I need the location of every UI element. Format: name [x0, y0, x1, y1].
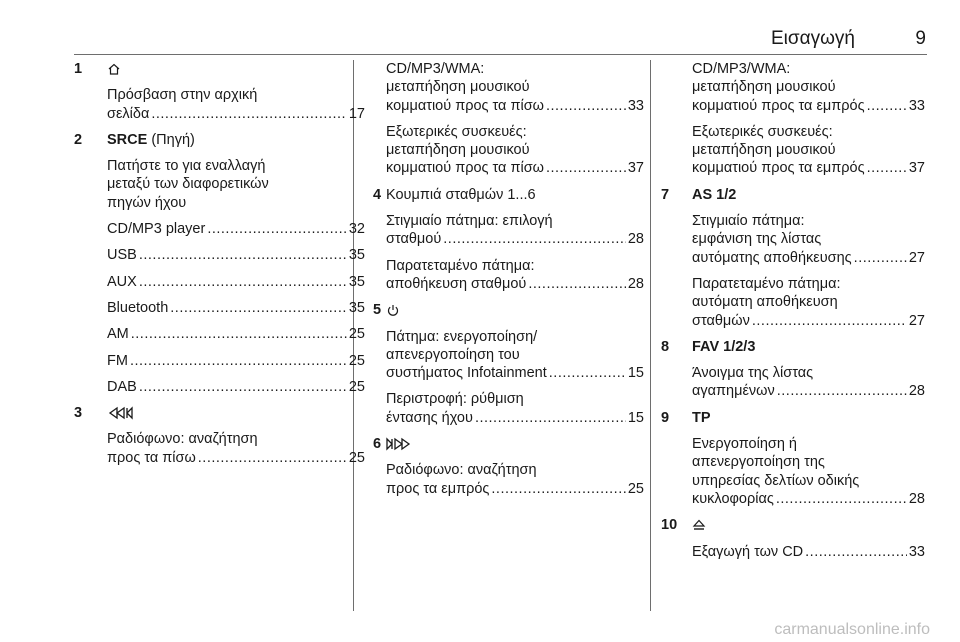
item-number: 7	[661, 186, 670, 203]
column-2	[373, 60, 644, 498]
watermark: carmanualsonline.info	[774, 621, 930, 638]
page-ref: 25	[348, 449, 365, 466]
item-text: κυκλοφορίας	[692, 490, 774, 507]
item-text: πηγών ήχου	[107, 194, 187, 211]
item-text: Στιγμιαίο πάτημα:	[692, 213, 805, 230]
item-text: μεταπήδηση μουσικού	[386, 79, 530, 96]
page-number: 9	[915, 28, 926, 49]
item-text: Ενεργοποίηση ή	[692, 436, 797, 453]
item-8	[661, 338, 925, 401]
page-ref: 33	[908, 543, 925, 560]
item-text: έντασης ήχου	[386, 409, 473, 426]
item-text: προς τα πίσω	[107, 449, 196, 466]
item-4	[373, 186, 644, 293]
page-ref: 33	[627, 97, 644, 114]
index-entry: Bluetooth ..... 35	[107, 299, 365, 317]
item-text: Παρατεταμένο πάτημα:	[692, 275, 841, 292]
item-title: TP	[692, 409, 711, 426]
page-ref: 27	[908, 249, 925, 266]
item-text: κομματιού προς τα εμπρός	[692, 97, 865, 114]
item-title: Κουμπιά σταθμών 1...6	[386, 186, 536, 203]
item-text: προς τα εμπρός	[386, 480, 490, 497]
page-ref: 25	[348, 378, 365, 395]
item-text: μεταπήδηση μουσικού	[386, 142, 530, 159]
page-ref: 37	[627, 160, 644, 177]
page-ref: 33	[908, 97, 925, 114]
item-text: Πάτημα: ενεργοποίηση/	[386, 328, 538, 345]
item-number: 10	[661, 517, 678, 534]
item-number: 2	[74, 131, 83, 148]
page-ref: 28	[627, 275, 644, 292]
item-text: αγαπημένων	[692, 383, 775, 400]
index-entry: AM ..... 25	[107, 325, 365, 343]
page-title: Εισαγωγή	[770, 28, 855, 49]
page-ref: 27	[908, 312, 925, 329]
item-title: FAV 1/2/3	[692, 338, 756, 355]
power-icon	[386, 303, 400, 317]
continued-entry	[692, 60, 925, 115]
item-text: Εξωτερικές συσκευές:	[692, 123, 833, 140]
item-text: Στιγμιαίο πάτημα: επιλογή	[386, 213, 553, 230]
page-ref: 32	[348, 221, 365, 238]
item-text: υπηρεσίας δελτίων οδικής	[692, 472, 860, 489]
continued-entry	[386, 60, 644, 115]
page-ref: 15	[627, 365, 644, 382]
item-7	[661, 186, 925, 330]
item-text: Εξωτερικές συσκευές:	[386, 123, 527, 140]
item-number: 1	[74, 61, 83, 77]
item-text: κομματιού προς τα πίσω	[386, 160, 544, 177]
item-text: Εξαγωγή των CD	[692, 543, 804, 560]
page-ref: 28	[908, 490, 925, 507]
index-entry: FM ..... 25	[107, 352, 365, 370]
seek-back-icon	[107, 406, 133, 420]
item-text: σελίδα	[107, 105, 150, 122]
item-6	[373, 435, 644, 498]
item-text: Ραδιόφωνο: αναζήτηση	[386, 462, 537, 479]
seek-forward-icon	[386, 437, 412, 451]
item-text: Άνοιγμα της λίστας	[692, 365, 814, 382]
page-ref: 28	[908, 383, 925, 400]
item-text: Πατήστε το για εναλλαγή	[107, 158, 266, 175]
page-ref: 25	[348, 352, 365, 369]
item-5	[373, 301, 644, 427]
item-text: Περιστροφή: ρύθμιση	[386, 391, 524, 408]
page-ref: 37	[908, 160, 925, 177]
item-text: κομματιού προς τα εμπρός	[692, 160, 865, 177]
item-text: Πρόσβαση στην αρχική	[107, 87, 258, 104]
item-text: σταθμού	[386, 231, 442, 248]
item-number: 8	[661, 338, 670, 355]
page-ref: 35	[348, 299, 365, 316]
continued-entry	[692, 123, 925, 178]
item-title-suffix: (Πηγή)	[151, 131, 195, 148]
item-text: συστήματος Infotainment	[386, 365, 547, 382]
item-number: 4	[373, 186, 382, 203]
column-divider	[650, 60, 651, 611]
item-number: 9	[661, 409, 670, 426]
continued-entry	[386, 123, 644, 178]
column-1	[74, 60, 365, 467]
page-ref: 35	[348, 273, 365, 290]
index-entry: DAB ..... 25	[107, 378, 365, 396]
item-2	[74, 131, 365, 396]
item-1	[74, 60, 365, 123]
page-ref: 25	[627, 480, 644, 497]
item-text: Ραδιόφωνο: αναζήτηση	[107, 431, 258, 448]
item-text: αυτόματη αποθήκευση	[692, 294, 838, 311]
page-ref: 17	[348, 105, 365, 122]
item-text: μεταπήδηση μουσικού	[692, 79, 836, 96]
item-title: AS 1/2	[692, 186, 737, 203]
page-ref: 35	[348, 247, 365, 264]
item-text: Παρατεταμένο πάτημα:	[386, 257, 535, 274]
item-text: εμφάνιση της λίστας	[692, 231, 822, 248]
item-number: 6	[373, 436, 382, 453]
eject-icon	[692, 518, 706, 532]
item-number: 5	[373, 302, 382, 319]
header-rule	[74, 54, 927, 55]
home-icon	[107, 62, 121, 76]
item-text: απενεργοποίηση της	[692, 454, 825, 471]
item-text: μεταξύ των διαφορετικών	[107, 176, 269, 193]
item-text: κομματιού προς τα πίσω	[386, 97, 544, 114]
item-text: αποθήκευση σταθμού	[386, 275, 527, 292]
item-9	[661, 409, 925, 508]
item-text: απενεργοποίηση του	[386, 346, 520, 363]
item-text: CD/MP3/WMA:	[692, 61, 791, 77]
page-ref: 25	[348, 326, 365, 343]
item-text: αυτόματης αποθήκευσης	[692, 249, 852, 266]
item-number: 3	[74, 405, 83, 422]
item-10	[661, 516, 925, 561]
item-text: CD/MP3/WMA:	[386, 61, 485, 77]
index-entry: CD/MP3 player ..... 32	[107, 220, 365, 238]
index-entry: USB ..... 35	[107, 246, 365, 264]
index-entry: AUX ..... 35	[107, 273, 365, 291]
column-3	[661, 60, 925, 561]
item-3	[74, 404, 365, 467]
item-title: SRCE	[107, 131, 148, 148]
page-ref: 15	[627, 409, 644, 426]
page-ref: 28	[627, 231, 644, 248]
item-text: μεταπήδηση μουσικού	[692, 142, 836, 159]
item-text: σταθμών	[692, 312, 750, 329]
